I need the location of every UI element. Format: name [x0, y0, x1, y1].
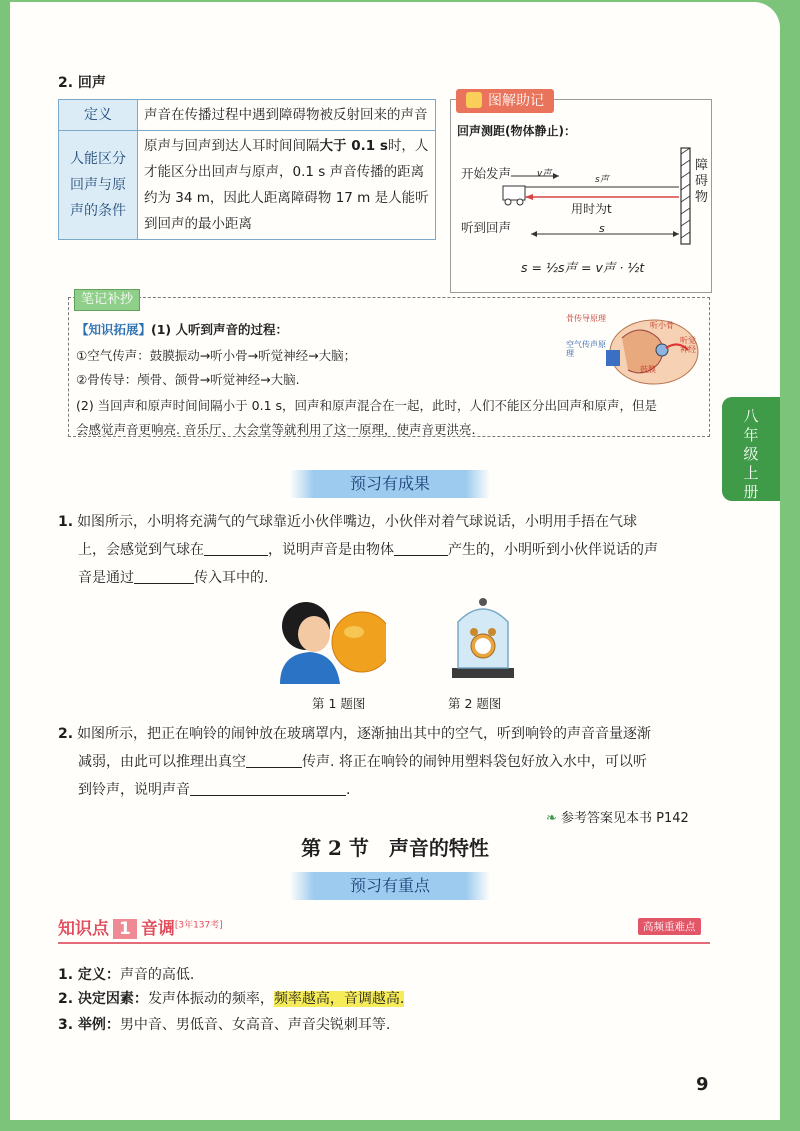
question-2-text-c2: .	[346, 782, 351, 798]
car	[503, 186, 525, 200]
point-2	[58, 988, 404, 1008]
question-1-text-c2: 传入耳中的.	[194, 570, 269, 586]
note-line-5: 会感觉声音更响亮. 音乐厅、大会堂等就利用了这一原理，使声音更洪亮.	[76, 422, 476, 437]
figure-1-boy-balloon	[276, 598, 386, 684]
kp-divider	[58, 942, 710, 944]
note-line-3: ②骨传导：颅骨、颌骨→听觉神经→大脑.	[76, 372, 300, 387]
answer-blank-3[interactable]	[134, 569, 194, 584]
echo-diagram-box	[450, 99, 712, 293]
note-line-4: (2) 当回声和原声时间间隔小于 0.1 s，回声和原声混合在一起，此时，人们不能区分出回声和原声，但是	[76, 398, 658, 413]
time-label: 用时为t	[571, 202, 612, 216]
distance-label: s	[599, 222, 605, 235]
kp-prefix: 知识点	[58, 919, 109, 939]
question-1-text-c1: 音是通过	[78, 570, 134, 586]
ear-label-eardrum: 鼓膜	[640, 365, 656, 374]
note-line-2: ①空气传声：鼓膜振动→听小骨→听觉神经→大脑；	[76, 348, 357, 363]
question-2-number: 2.	[58, 726, 74, 742]
point-1-key: 1. 定义：	[58, 967, 120, 983]
pencil-icon	[466, 92, 482, 108]
velocity-label: v声	[537, 169, 552, 179]
obstacle-label: 障碍物	[695, 158, 709, 205]
diagram-tag	[456, 89, 554, 113]
section-title: 第 2 节 声音的特性	[301, 836, 489, 860]
table-key-condition: 人能区分回声与原声的条件	[59, 131, 138, 240]
condition-text-b: 时，人才能区分出回声与原声，0.1 s 声音传播的距离约为 34 m，因此人距离障碍物 17 m 是人能听到回声的最小距离	[144, 138, 429, 232]
note-line-1	[76, 320, 288, 338]
banner-preview-key-points: 预习有重点	[290, 872, 490, 900]
question-1	[58, 508, 718, 592]
table-value-definition: 声音在传播过程中遇到障碍物被反射回来的声音	[138, 100, 436, 131]
condition-text-bold: 大于 0.1 s	[319, 138, 388, 154]
note-tag: 笔记补抄	[74, 289, 140, 311]
figure-2-bell-jar	[448, 598, 518, 684]
point-2-text: 发声体振动的频率，	[147, 991, 274, 1007]
ear-label-ossicles: 听小骨	[650, 321, 674, 330]
point-2-highlight: 频率越高，音调越高.	[273, 991, 405, 1007]
figure-2-caption: 第 2 题图	[448, 696, 502, 711]
answer-reference	[546, 807, 689, 826]
answer-reference-text: 参考答案见本书 P142	[561, 811, 689, 826]
question-1-line-1: 如图所示，小明将充满气的气球靠近小伙伴嘴边，小伙伴对着气球说话，小明用手捂在气球	[77, 514, 638, 530]
page-number: 9	[696, 1074, 709, 1095]
point-3	[58, 1014, 390, 1034]
figure-1-caption: 第 1 题图	[312, 696, 366, 711]
kp-title: 音调	[140, 919, 175, 939]
hear-label: 听到回声	[461, 220, 512, 235]
section-heading: 2. 回声	[58, 75, 106, 91]
kp-exam-count: [3年137考]	[174, 920, 223, 931]
point-1-text: 声音的高低.	[119, 967, 195, 983]
point-1	[58, 964, 194, 984]
kp-number: 1	[113, 919, 137, 939]
question-2	[58, 720, 718, 804]
diagram-caption: 回声测距(物体静止)：	[457, 124, 576, 138]
point-3-text: 男中音、男低音、女高音、声音尖锐刺耳等.	[119, 1017, 391, 1033]
wall	[681, 148, 690, 244]
question-1-text-b2: ，说明声音是由物体	[268, 542, 394, 558]
ear-label-nerve: 听觉神经	[680, 336, 696, 354]
question-2-line-1: 如图所示，把正在响铃的闹钟放在玻璃罩内，逐渐抽出其中的空气，听到响铃的声音音量逐渐	[77, 726, 652, 742]
question-2-text-c1: 到铃声，说明声音	[78, 782, 190, 798]
page	[10, 2, 780, 1120]
note-line-1-text: (1) 人听到声音的过程：	[151, 322, 288, 337]
answer-blank-1[interactable]	[204, 541, 268, 556]
knowledge-point-heading	[58, 914, 223, 939]
grade-side-tab-text: 八年级上册	[743, 407, 759, 501]
question-2-text-b2: 传声. 将正在响铃的闹钟用塑料袋包好放入水中，可以听	[302, 754, 647, 770]
diagram-tag-text: 图解助记	[488, 93, 544, 109]
distance-sound-label: s声	[595, 175, 609, 185]
answer-blank-4[interactable]	[246, 753, 302, 768]
condition-text-a: 原声与回声到达人耳时间间隔	[144, 138, 320, 154]
start-label: 开始发声	[461, 166, 512, 181]
frequency-badge: 高频重难点	[638, 918, 701, 935]
answer-blank-2[interactable]	[394, 541, 448, 556]
grade-side-tab	[722, 397, 780, 501]
question-2-text-b1: 减弱，由此可以推理出真空	[78, 754, 246, 770]
question-1-text-b3: 产生的，小明听到小伙伴说话的声	[448, 542, 658, 558]
definition-table	[58, 99, 436, 240]
ear-label-bone: 骨传导原理	[566, 314, 606, 323]
question-1-number: 1.	[58, 514, 74, 530]
question-1-text-b1: 上，会感觉到气球在	[78, 542, 204, 558]
ear-label-air: 空气传声原理	[566, 340, 606, 358]
table-value-condition	[138, 131, 436, 240]
echo-formula: s = ½s声 = v声 · ½t	[521, 260, 645, 275]
answer-blank-5[interactable]	[190, 781, 346, 796]
banner-preview-results: 预习有成果	[290, 470, 490, 498]
knowledge-expansion-tag: 【知识拓展】	[76, 322, 152, 337]
table-key-definition: 定义	[59, 100, 138, 131]
leaf-icon: ❧	[546, 811, 557, 826]
point-2-key: 2. 决定因素：	[58, 991, 148, 1007]
point-3-key: 3. 举例：	[58, 1017, 120, 1033]
